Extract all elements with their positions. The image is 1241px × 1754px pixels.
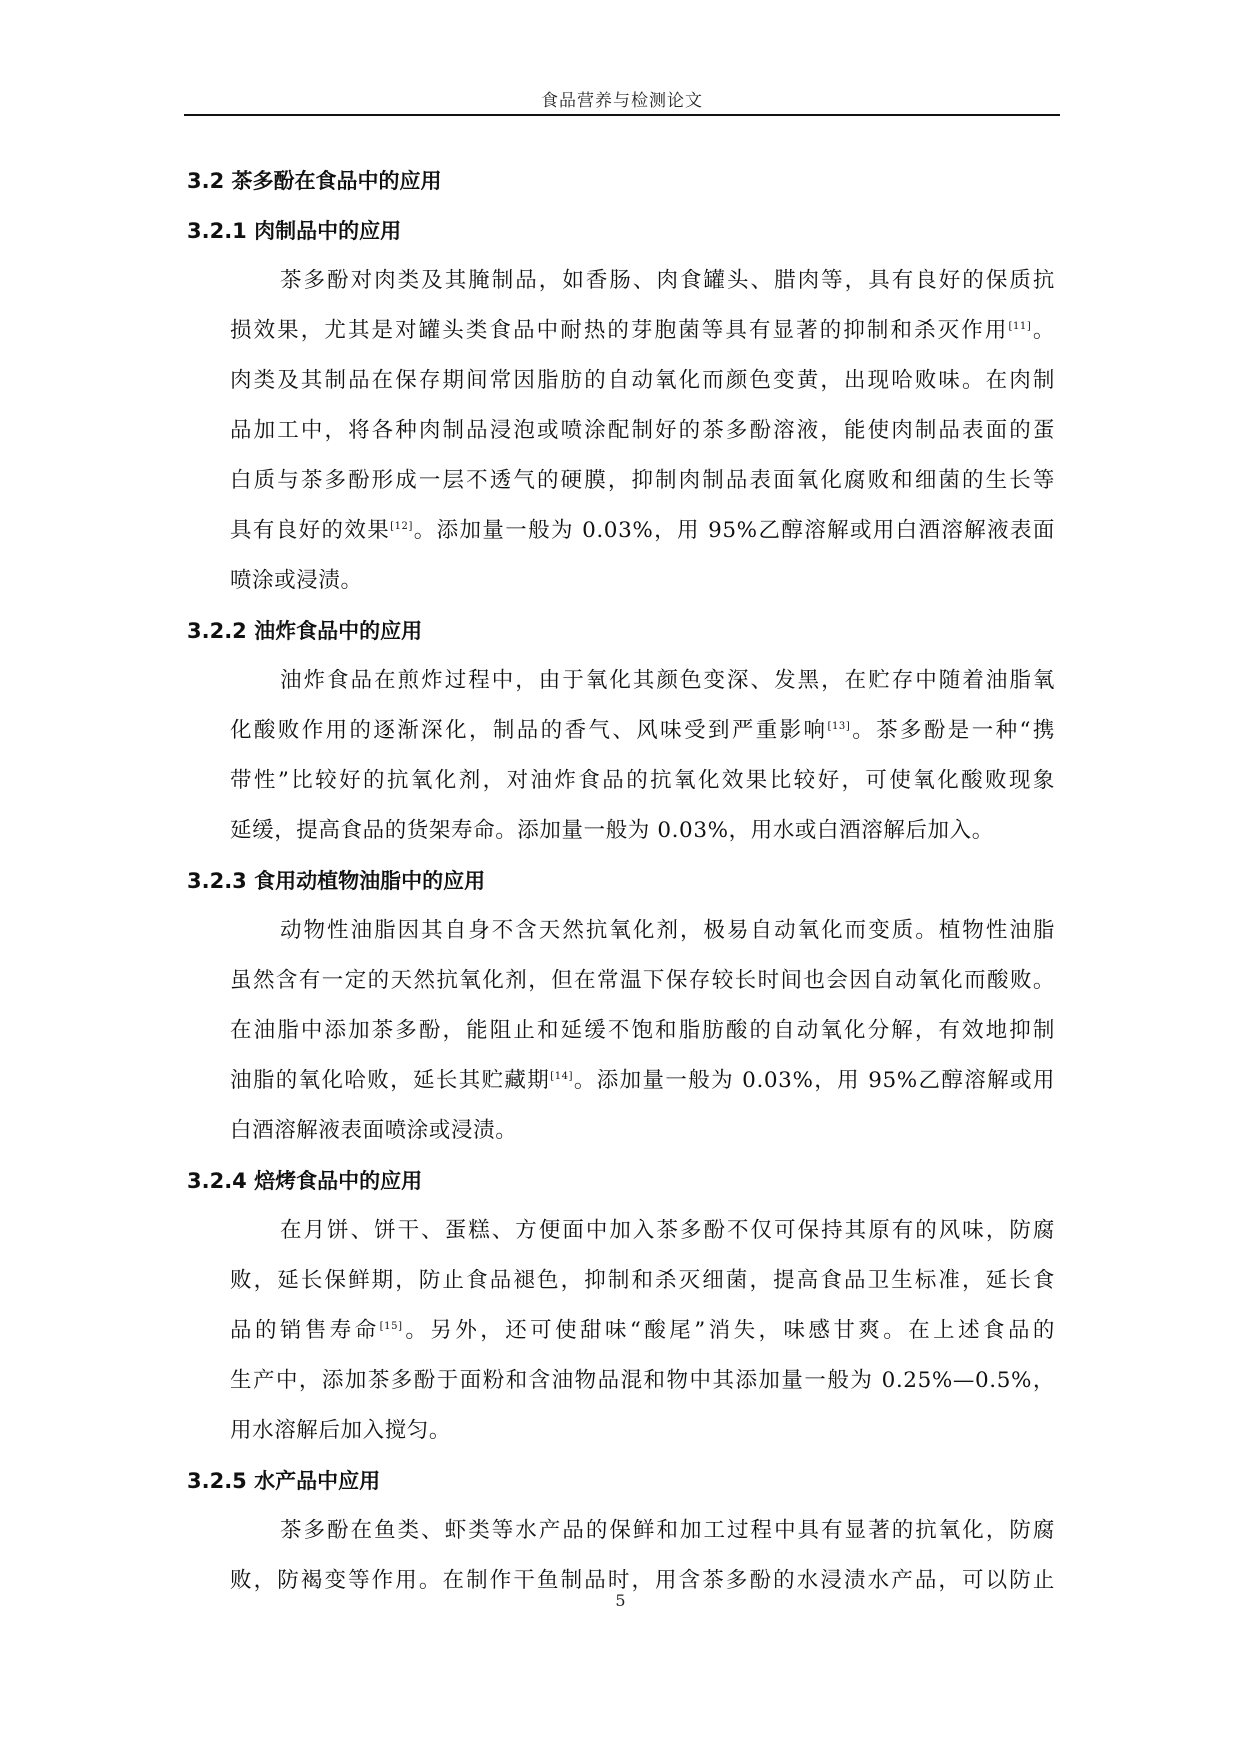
running-header: 食品营养与检测论文 [541, 91, 703, 111]
text-line: 化酸败作用的逐渐深化，制品的香气、风味受到严重影响[13]。茶多酚是一种“携 [230, 718, 1055, 743]
text-line: 品加工中，将各种肉制品浸泡或喷涂配制好的茶多酚溶液，能使肉制品表面的蛋 [230, 418, 1055, 443]
page-body [187, 156, 1055, 1606]
text-line: 在月饼、饼干、蛋糕、方便面中加入茶多酚不仅可保持其原有的风味，防腐 [280, 1218, 1055, 1243]
text-line: 延缓，提高食品的货架寿命。添加量一般为 0.03%，用水或白酒溶解后加入。 [230, 818, 994, 843]
citation-ref: [13] [827, 720, 851, 732]
text-line: 生产中，添加茶多酚于面粉和含油物品混和物中其添加量一般为 0.25%—0.5%， [230, 1368, 1055, 1393]
section-heading-3-2-5: 3.2.5 水产品中应用 [187, 1469, 381, 1493]
text-line: 白酒溶解液表面喷涂或浸渍。 [230, 1118, 518, 1143]
citation-ref: [11] [1008, 320, 1032, 332]
text-line: 带性”比较好的抗氧化剂，对油炸食品的抗氧化效果比较好，可使氧化酸败现象 [230, 768, 1055, 793]
text-line: 茶多酚对肉类及其腌制品，如香肠、肉食罐头、腊肉等，具有良好的保质抗 [280, 268, 1055, 293]
text-line: 用水溶解后加入搅匀。 [230, 1418, 452, 1443]
citation-ref: [15] [379, 1320, 403, 1332]
text-line: 白质与茶多酚形成一层不透气的硬膜，抑制肉制品表面氧化腐败和细菌的生长等 [230, 468, 1055, 493]
text-line: 肉类及其制品在保存期间常因脂肪的自动氧化而颜色变黄，出现哈败味。在肉制 [230, 368, 1055, 393]
text-line: 喷涂或浸渍。 [230, 568, 363, 593]
text-line: 败，延长保鲜期，防止食品褪色，抑制和杀灭细菌，提高食品卫生标准，延长食 [230, 1268, 1055, 1293]
text-line: 茶多酚在鱼类、虾类等水产品的保鲜和加工过程中具有显著的抗氧化，防腐 [280, 1518, 1055, 1543]
section-heading-3-2-3: 3.2.3 食用动植物油脂中的应用 [187, 869, 486, 893]
text-line: 油脂的氧化哈败，延长其贮藏期[14]。添加量一般为 0.03%，用 95%乙醇溶解或用 [230, 1068, 1056, 1093]
text-line: 虽然含有一定的天然抗氧化剂，但在常温下保存较长时间也会因自动氧化而酸败。 [230, 968, 1055, 993]
text-line: 损效果，尤其是对罐头类食品中耐热的芽胞菌等具有显著的抑制和杀灭作用[11]。 [230, 318, 1055, 343]
text-line: 具有良好的效果[12]。添加量一般为 0.03%，用 95%乙醇溶解或用白酒溶解液表面 [230, 518, 1055, 543]
paragraph-meat-products [187, 256, 1055, 606]
section-heading-3-2-1: 3.2.1 肉制品中的应用 [187, 219, 402, 243]
text-line: 败，防褐变等作用。在制作干鱼制品时，用含茶多酚的水浸渍水产品，可以防止 [230, 1568, 1055, 1593]
text-line: 油炸食品在煎炸过程中，由于氧化其颜色变深、发黑，在贮存中随着油脂氧 [280, 668, 1055, 693]
header-rule [184, 114, 1060, 116]
citation-ref: [14] [550, 1070, 574, 1082]
paragraph-oils-fats [187, 906, 1055, 1156]
text-line: 在油脂中添加茶多酚，能阻止和延缓不饱和脂肪酸的自动氧化分解，有效地抑制 [230, 1018, 1055, 1043]
paragraph-baked-foods [187, 1206, 1055, 1456]
text-line: 品的销售寿命[15]。另外，还可使甜味“酸尾”消失，味感甘爽。在上述食品的 [230, 1318, 1055, 1343]
text-line: 动物性油脂因其自身不含天然抗氧化剂，极易自动氧化而变质。植物性油脂 [280, 918, 1055, 943]
paragraph-fried-foods [187, 656, 1055, 856]
citation-ref: [12] [390, 520, 414, 532]
section-heading-3-2-4: 3.2.4 焙烤食品中的应用 [187, 1169, 423, 1193]
page-number: 5 [615, 1591, 626, 1610]
section-heading-3-2-2: 3.2.2 油炸食品中的应用 [187, 619, 423, 643]
section-heading-3-2: 3.2 茶多酚在食品中的应用 [187, 169, 442, 193]
